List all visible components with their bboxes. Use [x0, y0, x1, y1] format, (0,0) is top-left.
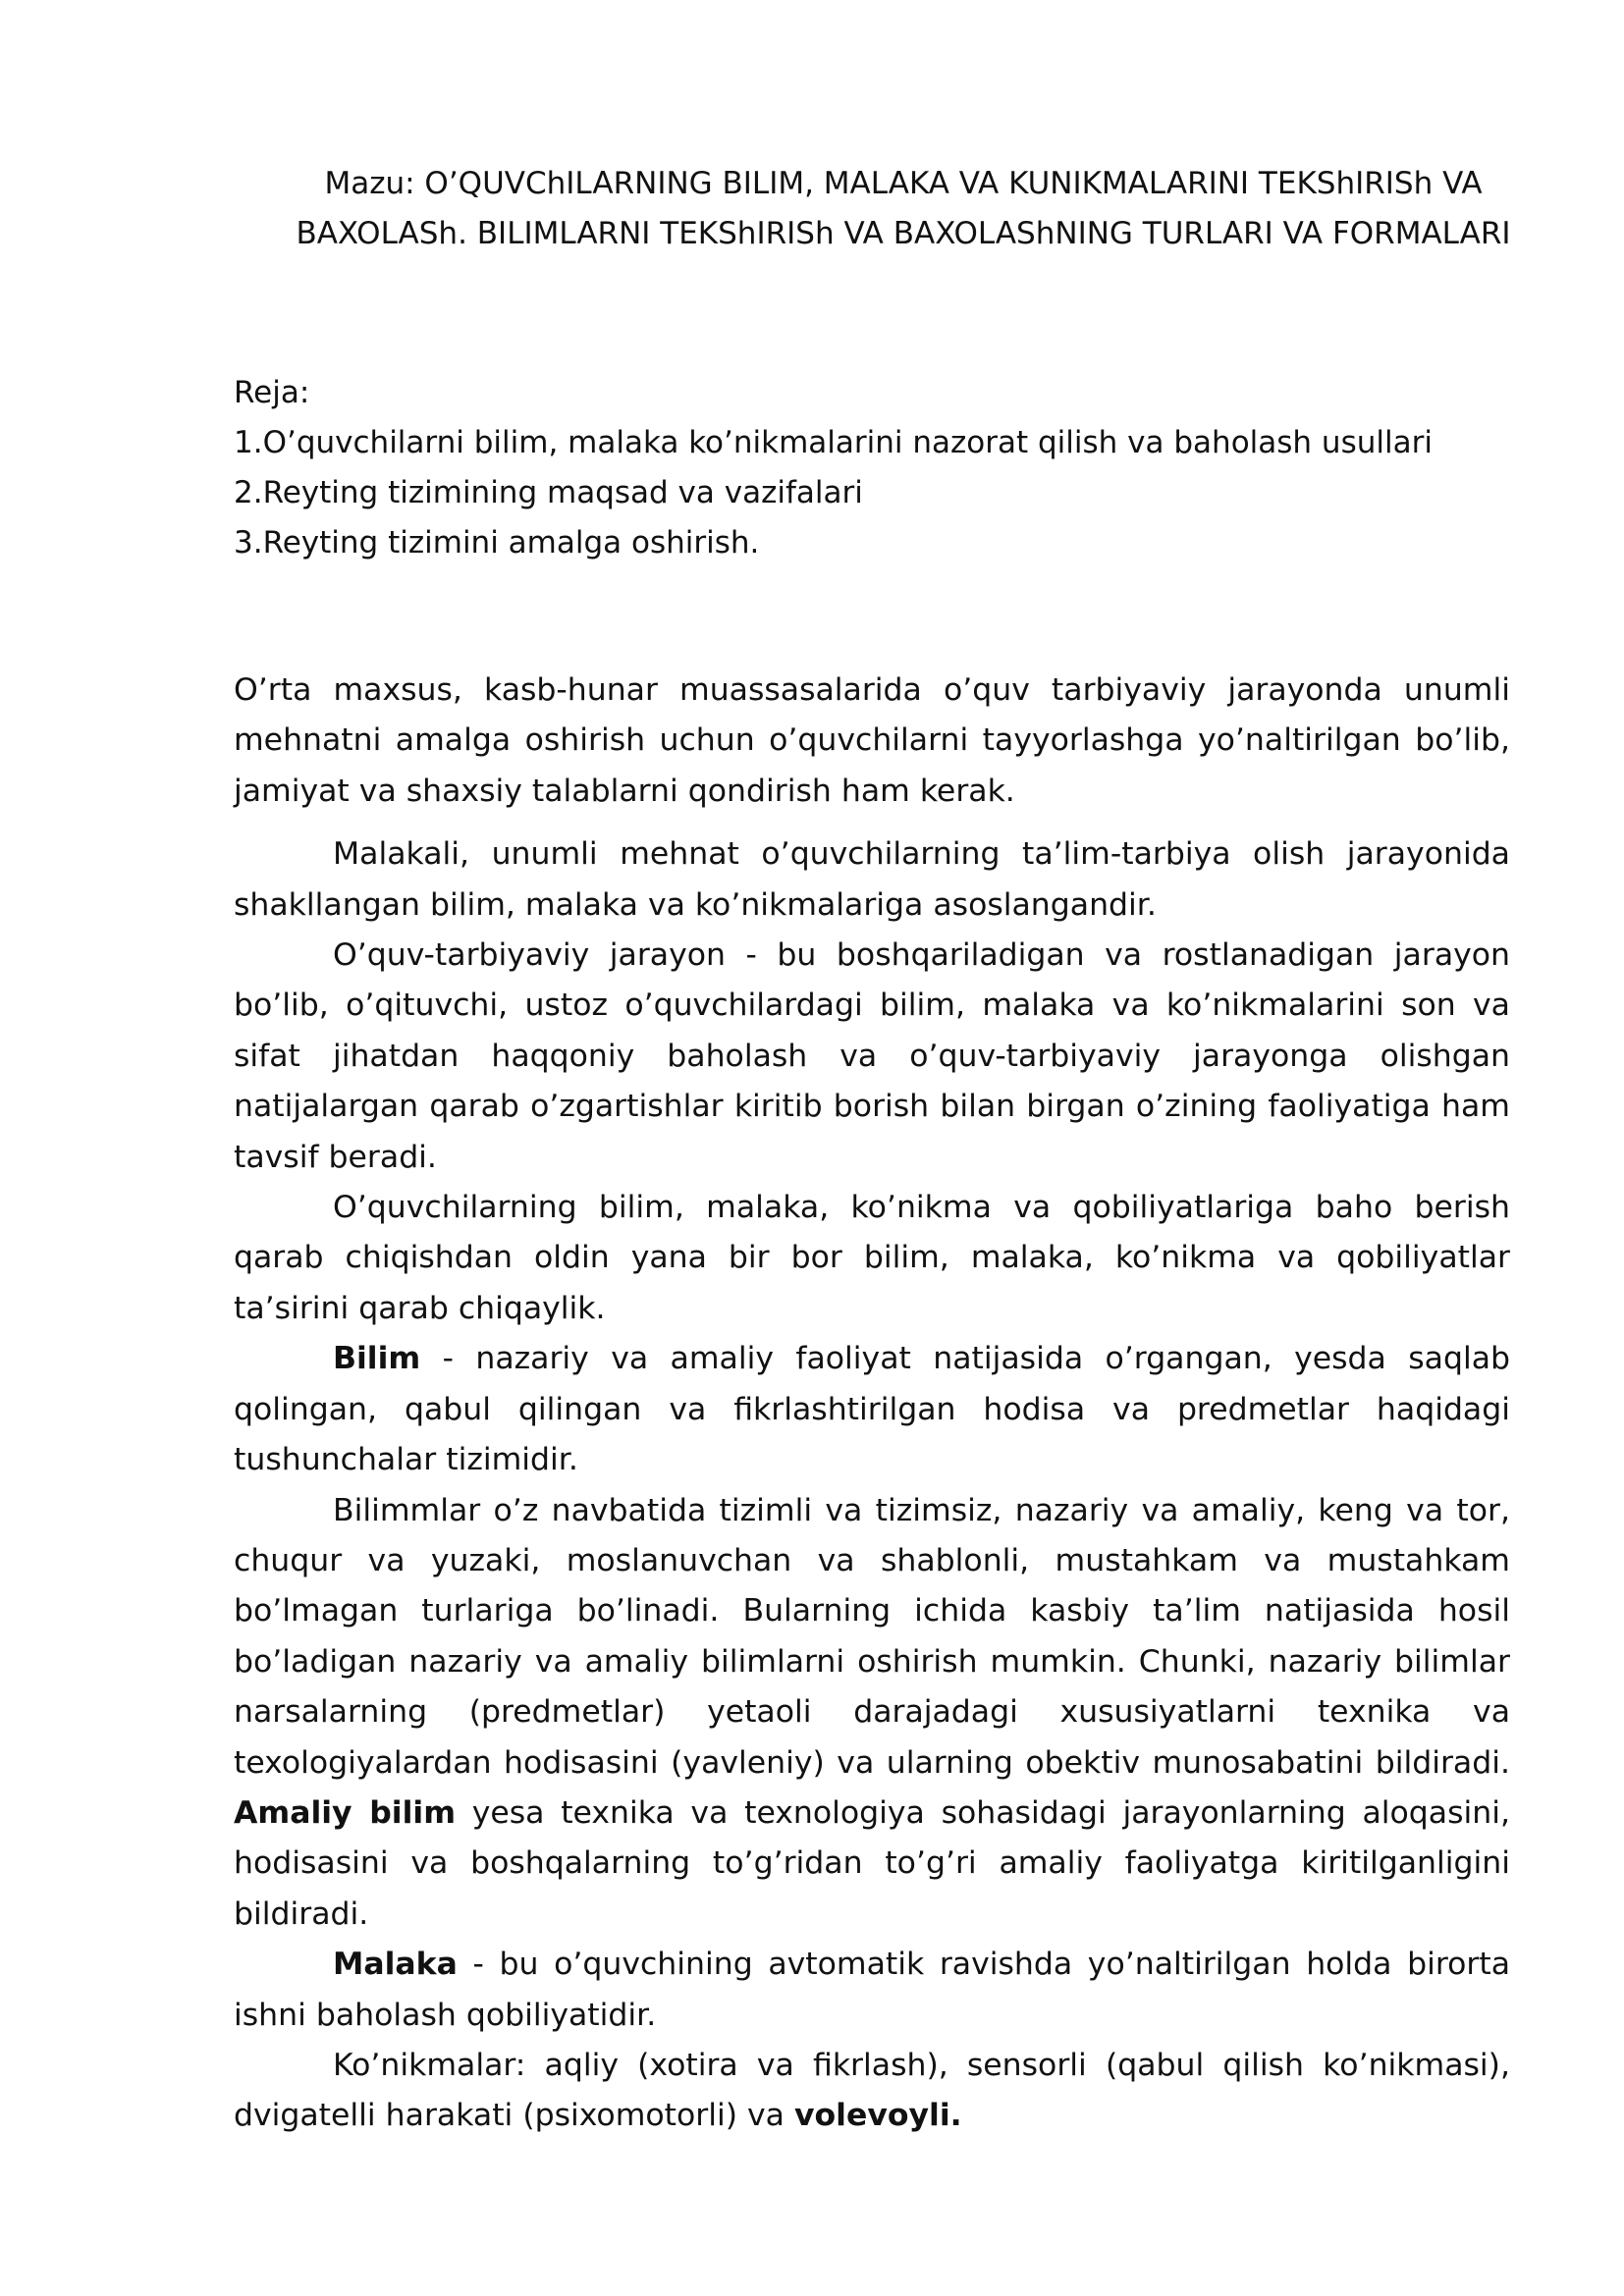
knowledge-types-text: Bilimmlar o’z navbatida tizimli va tizimsiz, nazariy va amaliy, keng va tor, chuqur va yuzaki, moslanuvchan va shablonli, mustahkam va mustahkam bo’lmagan turlariga bo’linadi. Bularning ichida kasbiy ta’lim natijasida hosil bo’ladigan nazariy va amaliy bilimlarni oshirish mumkin. Chunki, nazariy bilimlar narsalarning (predmetlar) yetaoli darajadagi xususiyatlarni texnika va texologiyalardan hodisasini (yavleniy) va ularning obektiv munosabatini bildiradi. — [234, 1492, 1510, 1781]
term-volevoyli: volevoyli. — [794, 2098, 962, 2134]
paragraph-bilim-definition — [234, 1334, 1510, 1485]
term-malaka: Malaka — [333, 1947, 458, 1983]
paragraph-malaka-definition — [234, 1940, 1510, 2041]
paragraph-assessment: O’quvchilarning bilim, malaka, ko’nikma va qobiliyatlariga baho berish qarab chiqishdan oldin yana bir bor bilim, malaka, ko’nikma va qobiliyatlar ta’sirini qarab chiqaylik. — [234, 1190, 1510, 1326]
amaliy-bilim-text: yesa texnika va texnologiya sohasidagi jarayonlarning aloqasini, hodisasini va boshqalarning to’g’ridan to’g’ri amaliy faoliyatga kiritilganligini bildiradi. — [234, 1794, 1510, 1932]
plan-section — [234, 368, 1549, 568]
paragraph-intro: O’rta maxsus, kasb-hunar muassasalarida o’quv tarbiyaviy jarayonda unumli mehnatni amalga oshirish uchun o’quvchilarni tayyorlashga yo’naltirilgan bo’lib, jamiyat va shaxsiy talablarni qondirish ham kerak. — [234, 672, 1510, 809]
paragraph-skills — [234, 2041, 1510, 2142]
plan-item-3: 3.Reyting tizimini amalga oshirish. — [234, 525, 760, 561]
plan-heading: Reja: — [234, 375, 310, 410]
document-body — [234, 666, 1510, 2142]
term-amaliy-bilim: Amaliy bilim — [234, 1794, 457, 1831]
document-title: Mazu: O’QUVChILARNING BILIM, MALAKA VA KUNIKMALARINI TEKShIRISh VA BAXOLASh. BILIMLARNI TEKShIRISh VA BAXOLAShNING TURLARI VA FORMALARI — [296, 166, 1511, 251]
plan-item-2: 2.Reyting tizimining maqsad va vazifalari — [234, 475, 863, 510]
malaka-definition-text: - bu o’quvchining avtomatik ravishda yo’naltirilgan holda birorta ishni baholash qobiliyatidir. — [234, 1947, 1510, 2033]
paragraph-skilled-work: Malakali, unumli mehnat o’quvchilarning ta’lim-tarbiya olish jarayonida shakllangan bilim, malaka va ko’nikmalariga asoslangandir. — [234, 836, 1510, 923]
paragraph-knowledge-types — [234, 1486, 1510, 1941]
plan-item-1: 1.O’quvchilarni bilim, malaka ko’nikmalarini nazorat qilish va baholash usullari — [234, 425, 1433, 460]
paragraph-educational-process: O’quv-tarbiyaviy jarayon - bu boshqariladigan va rostlanadigan jarayon bo’lib, o’qituvchi, ustoz o’quvchilardagi bilim, malaka va ko’nikmalarini son va sifat jihatdan haqqoniy baholash va o’quv-tarbiyaviy jarayonga olishgan natijalargan qarab o’zgartishlar kiritib borish bilan birgan o’zining faoliyatiga ham tavsif beradi. — [234, 937, 1510, 1175]
skills-text: Ko’nikmalar: aqliy (xotira va fikrlash), sensorli (qabul qilish ko’nikmasi), dvigatelli harakati (psixomotorli) va — [234, 2047, 1510, 2134]
bilim-definition-text: - nazariy va amaliy faoliyat natijasida o’rgangan, yesda saqlab qolingan, qabul qilingan va fikrlashtirilgan hodisa va predmetlar haqidagi tushunchalar tizimidir. — [234, 1341, 1510, 1478]
term-bilim: Bilim — [333, 1341, 421, 1377]
